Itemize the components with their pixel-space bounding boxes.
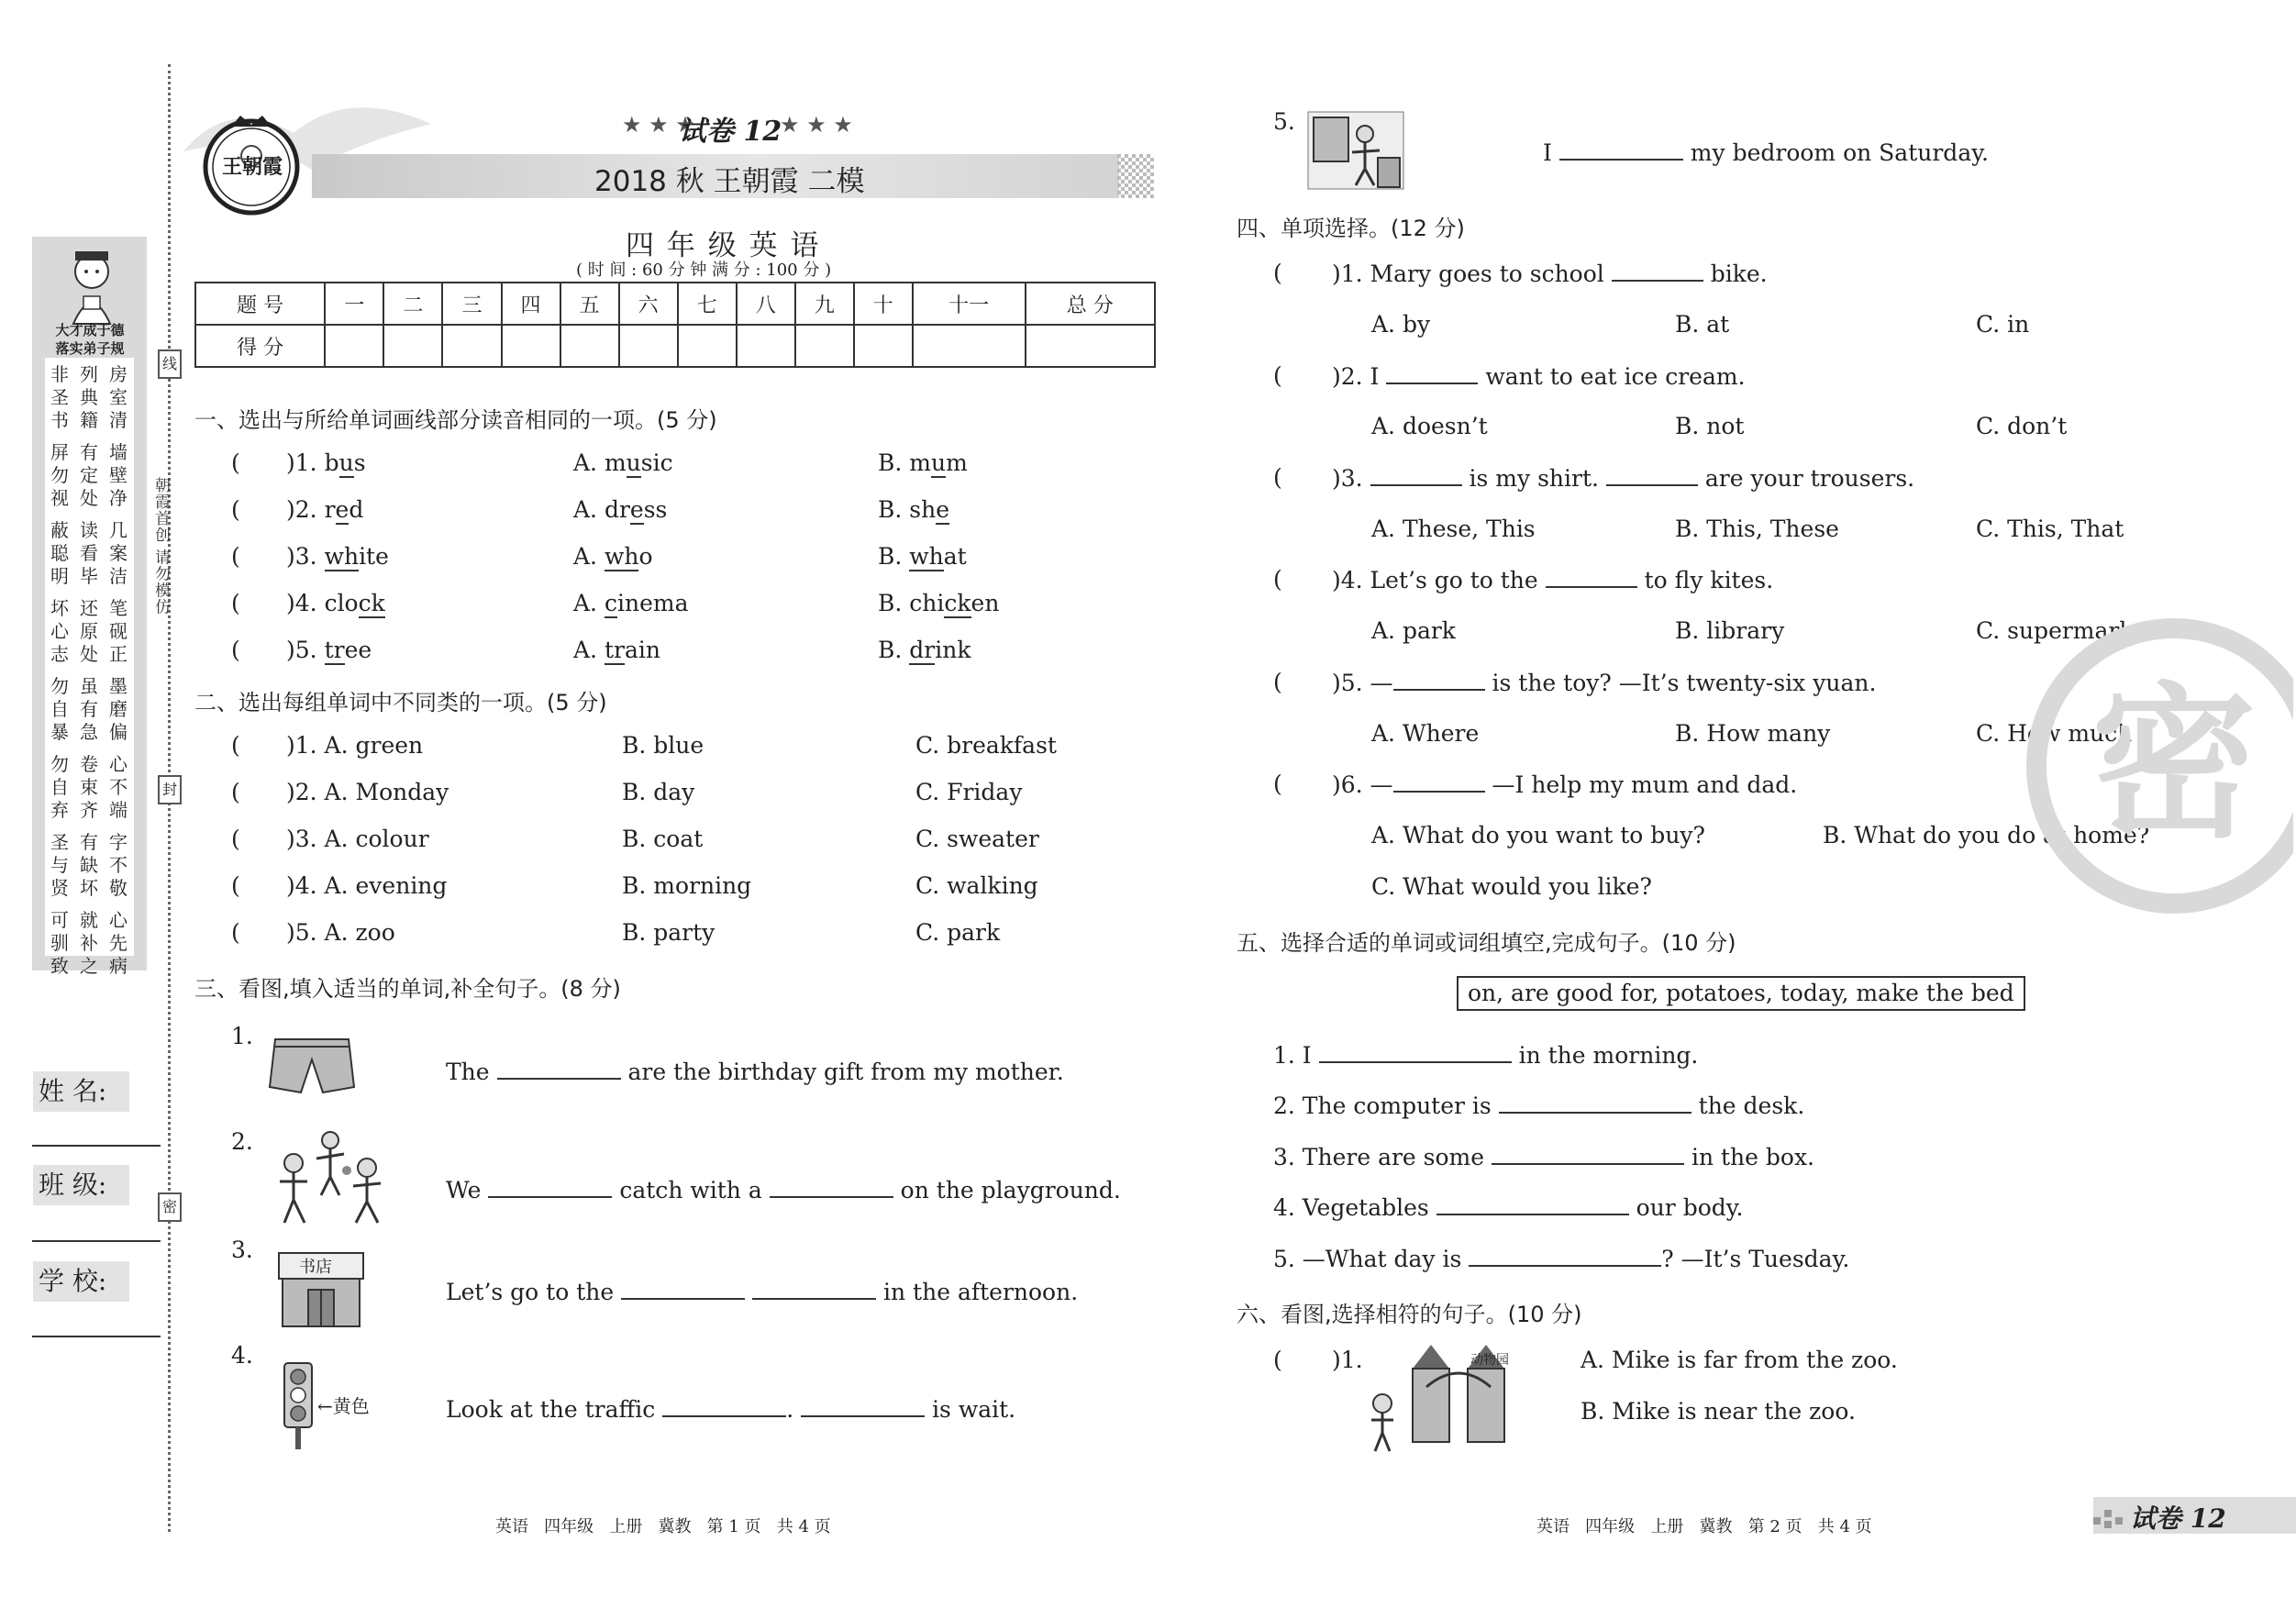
score-cell[interactable]: [854, 325, 913, 367]
seal-mark-seal: 封: [158, 775, 182, 804]
p2-option-b[interactable]: B. morning: [622, 872, 752, 899]
corner-exam-label: 试卷 12: [2130, 1503, 2226, 1534]
p4-paren: (: [1273, 771, 1282, 797]
p1-option-a[interactable]: A. cinema: [573, 590, 689, 616]
p4-question: )3. is my shirt. are your trousers.: [1332, 465, 1915, 492]
p1-item: )5. tree: [286, 637, 372, 663]
answer-blank[interactable]: [801, 1395, 925, 1417]
score-header: 四: [502, 283, 560, 325]
p1-paren: (: [231, 590, 240, 616]
score-cell[interactable]: [383, 325, 442, 367]
p1-option-b[interactable]: B. drink: [878, 637, 971, 663]
school-field[interactable]: [32, 1336, 161, 1337]
answer-blank[interactable]: [752, 1278, 876, 1300]
p2-option-c[interactable]: C. walking: [915, 872, 1038, 899]
p6-paren: (: [1273, 1347, 1282, 1373]
motto-col: 非圣书 屏勿视 蔽聪明 坏心志 勿自暴 勿自弃 圣与贤 可驯致: [50, 363, 69, 977]
score-cell[interactable]: [795, 325, 854, 367]
score-header: 八: [737, 283, 795, 325]
p1-option-b[interactable]: B. mum: [878, 449, 968, 476]
answer-blank[interactable]: [1370, 464, 1462, 486]
yellow-label: ←黄色: [317, 1395, 370, 1417]
p4-option-c[interactable]: C. supermarket: [1976, 617, 2157, 644]
p1-option-a[interactable]: A. music: [573, 449, 673, 476]
time-info: ( 时 间 : 60 分 钟 满 分 : 100 分 ): [576, 261, 832, 280]
p4-paren: (: [1273, 362, 1282, 389]
p1-paren: (: [231, 496, 240, 523]
p2-option-b[interactable]: B. coat: [622, 826, 704, 852]
p2-paren: (: [231, 919, 240, 946]
p2-option-a[interactable]: )3. A. colour: [286, 826, 429, 852]
p2-option-b[interactable]: B. blue: [622, 732, 704, 759]
answer-blank[interactable]: [1319, 1041, 1512, 1063]
part4-title: 四、单项选择。(12 分): [1237, 216, 1465, 241]
p5-sentence: 5. —What day is ? —It’s Tuesday.: [1273, 1246, 1850, 1272]
p1-option-b[interactable]: B. chicken: [878, 590, 1000, 616]
p1-item: )4. clock: [286, 590, 385, 616]
watermark-char: 密: [2091, 669, 2257, 860]
motto-col: 列典籍 有定处 读看毕 还原处 虽有急 卷束齐 有缺坏 就补之: [80, 363, 98, 977]
p2-option-a[interactable]: )4. A. evening: [286, 872, 448, 899]
score-table: [194, 282, 1156, 368]
answer-blank[interactable]: [1393, 771, 1485, 793]
answer-blank[interactable]: [770, 1176, 893, 1198]
class-label: 班 级:: [39, 1170, 107, 1200]
p1-option-a[interactable]: A. dress: [573, 496, 668, 523]
motto-heading: 大才成于德 落实弟子规: [55, 322, 125, 357]
p3-num: 2.: [231, 1128, 253, 1155]
score-header: 十: [854, 283, 913, 325]
p4-option-c[interactable]: C. What would you like?: [1371, 873, 1652, 900]
p4-option-c[interactable]: C. in: [1976, 311, 2030, 338]
p1-paren: (: [231, 449, 240, 476]
footer-left: 英语 四年级 上册 冀教 第 1 页 共 4 页: [495, 1517, 831, 1536]
part1-title: 一、选出与所给单词画线部分读音相同的一项。(5 分): [194, 407, 717, 433]
score-header: 七: [678, 283, 737, 325]
p4-question: )2. I want to eat ice cream.: [1332, 363, 1746, 390]
p1-paren: (: [231, 543, 240, 570]
motto-col: 房室清 墙壁净 几案洁 笔砚正 墨磨偏 心不端 字不敬 心先病: [109, 363, 128, 977]
stars-left: ★ ★ ★: [622, 112, 695, 138]
p4-paren: (: [1273, 260, 1282, 286]
score-cell[interactable]: [502, 325, 560, 367]
p1-item: )3. white: [286, 543, 389, 570]
answer-blank[interactable]: [1492, 1143, 1684, 1165]
p6-option-a[interactable]: A. Mike is far from the zoo.: [1581, 1347, 1898, 1373]
score-header: 二: [383, 283, 442, 325]
score-cell[interactable]: [560, 325, 619, 367]
name-field[interactable]: [32, 1145, 161, 1147]
part2-title: 二、选出每组单词中不同类的一项。(5 分): [194, 690, 607, 715]
p4-paren: (: [1273, 669, 1282, 695]
score-cell[interactable]: [1026, 325, 1155, 367]
p2-paren: (: [231, 732, 240, 759]
p3-num: 5.: [1273, 108, 1295, 135]
p4-question: )1. Mary goes to school bike.: [1332, 261, 1768, 287]
p4-option-a[interactable]: A. Where: [1371, 720, 1480, 747]
part3-title: 三、看图,填入适当的单词,补全句子。(8 分): [194, 976, 621, 1002]
p3-num: 1.: [231, 1023, 253, 1049]
stars-right: ★ ★ ★: [780, 112, 853, 138]
cleaning-room-icon: [1304, 108, 1407, 193]
answer-blank[interactable]: [1393, 669, 1485, 691]
p1-option-b[interactable]: B. what: [878, 543, 967, 570]
p3-num: 4.: [231, 1342, 253, 1369]
score-cell[interactable]: [913, 325, 1026, 367]
part6-title: 六、看图,选择相符的句子。(10 分): [1237, 1302, 1582, 1327]
name-label: 姓 名:: [39, 1076, 107, 1106]
p3-sentence: The are the birthday gift from my mother.: [446, 1059, 1064, 1085]
p2-option-c[interactable]: C. breakfast: [915, 732, 1057, 759]
subject-title: 四 年 级 英 语: [626, 229, 821, 262]
p4-option-b[interactable]: B. at: [1675, 311, 1730, 338]
p6-option-b[interactable]: B. Mike is near the zoo.: [1581, 1398, 1856, 1425]
p2-paren: (: [231, 872, 240, 899]
p1-option-a[interactable]: A. who: [573, 543, 653, 570]
answer-blank[interactable]: [1436, 1193, 1629, 1215]
score-cell[interactable]: [442, 325, 501, 367]
p4-option-a[interactable]: A. These, This: [1371, 516, 1536, 542]
score-header: 九: [795, 283, 854, 325]
bookstore-sign: 书店: [299, 1258, 332, 1277]
score-header: 一: [325, 283, 383, 325]
score-header: 三: [442, 283, 501, 325]
p4-option-b[interactable]: B. library: [1675, 617, 1785, 644]
seal-watermark-icon: [2018, 610, 2293, 922]
p5-sentence: 2. The computer is the desk.: [1273, 1092, 1805, 1119]
score-header: 六: [619, 283, 678, 325]
p4-option-c[interactable]: C. This, That: [1976, 516, 2124, 542]
shorts-picture-icon: [266, 1032, 358, 1101]
p3-sentence: Let’s go to the in the afternoon.: [446, 1279, 1079, 1305]
p3-num: 3.: [231, 1237, 253, 1263]
answer-blank[interactable]: [1499, 1092, 1691, 1114]
p5-sentence: 1. I in the morning.: [1273, 1042, 1699, 1069]
p4-option-a[interactable]: A. park: [1371, 617, 1456, 644]
p4-option-b[interactable]: B. How many: [1675, 720, 1831, 747]
zoo-sign: 动物园: [1470, 1353, 1509, 1368]
answer-blank[interactable]: [1606, 464, 1698, 486]
p4-option-b[interactable]: B. not: [1675, 413, 1745, 439]
p2-paren: (: [231, 779, 240, 805]
answer-blank[interactable]: [1559, 139, 1683, 161]
answer-blank[interactable]: [1612, 260, 1703, 282]
p2-option-a[interactable]: )2. A. Monday: [286, 779, 449, 805]
seal-mark-secret: 密: [158, 1192, 182, 1222]
word-box: on, are good for, potatoes, today, make the bed: [1457, 976, 2025, 1011]
answer-blank[interactable]: [1386, 362, 1478, 384]
p3-sentence: I my bedroom on Saturday.: [1543, 139, 1989, 166]
footer-right: 英语 四年级 上册 冀教 第 2 页 共 4 页: [1536, 1517, 1872, 1536]
class-field[interactable]: [32, 1240, 161, 1242]
score-header: 题 号: [195, 283, 325, 325]
answer-blank[interactable]: [1546, 566, 1637, 588]
p4-question: )4. Let’s go to the to fly kites.: [1332, 567, 1774, 593]
p4-option-b[interactable]: B. This, These: [1675, 516, 1839, 542]
vertical-note: 朝霞首创 请勿模仿: [151, 477, 170, 616]
p4-option-a[interactable]: A. doesn’t: [1371, 413, 1488, 439]
p4-option-c[interactable]: C. don’t: [1976, 413, 2068, 439]
part5-title: 五、选择合适的单词或词组填空,完成句子。(10 分): [1237, 930, 1736, 956]
p4-question: )5. — is the toy? —It’s twenty-six yuan.: [1332, 670, 1877, 696]
motto-text: [45, 358, 134, 977]
checker-pattern: [1117, 154, 1154, 198]
score-header: 十一: [913, 283, 1026, 325]
logo-text: 王朝霞: [221, 155, 283, 179]
p4-question: )6. — —I help my mum and dad.: [1332, 771, 1798, 798]
p2-option-a[interactable]: )1. A. green: [286, 732, 424, 759]
score-cell[interactable]: [737, 325, 795, 367]
score-cell[interactable]: [325, 325, 383, 367]
p4-option-c[interactable]: C. How much: [1976, 720, 2133, 747]
answer-blank[interactable]: [497, 1058, 621, 1080]
p1-paren: (: [231, 637, 240, 663]
score-cell[interactable]: [678, 325, 737, 367]
score-header: 五: [560, 283, 619, 325]
exam-number: 试卷 12: [679, 116, 782, 148]
exam-title: 2018 秋 王朝霞 二模: [594, 165, 865, 198]
traffic-light-icon: [275, 1359, 321, 1451]
p1-option-b[interactable]: B. she: [878, 496, 949, 523]
p3-sentence: We catch with a on the playground.: [446, 1177, 1121, 1203]
answer-blank[interactable]: [621, 1278, 745, 1300]
p2-option-a[interactable]: )5. A. zoo: [286, 919, 395, 946]
p3-sentence: Look at the traffic . is wait.: [446, 1396, 1016, 1423]
p2-option-c[interactable]: C. park: [915, 919, 1001, 946]
p5-sentence: 3. There are some in the box.: [1273, 1144, 1814, 1170]
school-label: 学 校:: [39, 1266, 107, 1296]
p6-num: )1.: [1332, 1347, 1363, 1373]
p4-option-a[interactable]: A. by: [1371, 311, 1431, 338]
score-header: 总 分: [1026, 283, 1155, 325]
p1-item: )1. bus: [286, 449, 366, 476]
p2-option-b[interactable]: B. day: [622, 779, 695, 805]
score-cell[interactable]: [619, 325, 678, 367]
seal-mark-line: 线: [158, 349, 182, 379]
p1-option-a[interactable]: A. train: [573, 637, 660, 663]
scholar-figure-icon: [50, 246, 133, 328]
p2-option-c[interactable]: C. sweater: [915, 826, 1039, 852]
score-row-label: 得 分: [195, 325, 325, 367]
p4-paren: (: [1273, 464, 1282, 491]
answer-blank[interactable]: [1469, 1245, 1661, 1267]
p2-option-c[interactable]: C. Friday: [915, 779, 1023, 805]
p4-option-a[interactable]: A. What do you want to buy?: [1371, 822, 1705, 848]
answer-blank[interactable]: [488, 1176, 612, 1198]
p2-option-b[interactable]: B. party: [622, 919, 715, 946]
answer-blank[interactable]: [662, 1395, 786, 1417]
p4-option-b[interactable]: B. What do you do at home?: [1823, 822, 2150, 848]
p4-paren: (: [1273, 566, 1282, 593]
p5-sentence: 4. Vegetables our body.: [1273, 1194, 1744, 1221]
kids-playing-icon: [266, 1126, 394, 1227]
p2-paren: (: [231, 826, 240, 852]
corner-checker: [2093, 1503, 2130, 1530]
p1-item: )2. red: [286, 496, 364, 523]
